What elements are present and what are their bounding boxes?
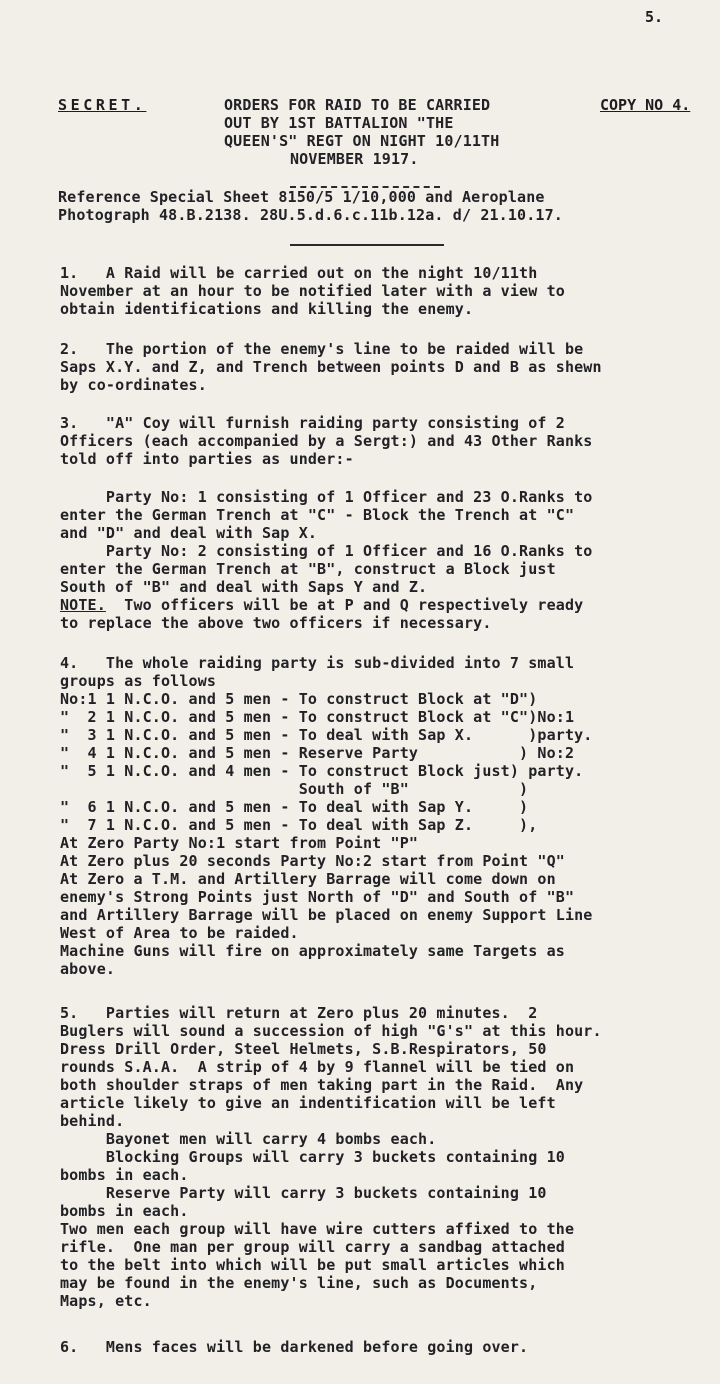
para5-line: bombs in each. [60, 1202, 189, 1220]
para1-line: November at an hour to be notified later with a view to [60, 282, 565, 300]
para5-line: to the belt into which will be put small articles which [60, 1256, 565, 1274]
para5-line: rifle. One man per group will carry a sandbag attached [60, 1238, 565, 1256]
para5-line: behind. [60, 1112, 125, 1130]
copy-number: COPY NO 4. [600, 96, 691, 114]
para3-line: 3. "A" Coy will furnish raiding party consisting of 2 [60, 414, 565, 432]
para1-line: 1. A Raid will be carried out on the night 10/11th [60, 264, 538, 282]
title-line: OUT BY 1ST BATTALION "THE [224, 114, 454, 132]
zero-line: West of Area to be raided. [60, 924, 299, 942]
zero-line: At Zero plus 20 seconds Party No:2 start from Point "Q" [60, 852, 565, 870]
party-line: Party No: 2 consisting of 1 Officer and 16 O.Ranks to [60, 542, 593, 560]
para2-line: Saps X.Y. and Z, and Trench between points D and B as shewn [60, 358, 602, 376]
group-line: South of "B" ) [60, 780, 529, 798]
zero-line: At Zero a T.M. and Artillery Barrage will come down on [60, 870, 556, 888]
title-line: QUEEN'S" REGT ON NIGHT 10/11TH [224, 132, 500, 150]
note-text: Two officers will be at P and Q respectively ready [105, 596, 584, 614]
divider-rule [290, 244, 444, 246]
para5-line: Reserve Party will carry 3 buckets containing 10 [60, 1184, 547, 1202]
para4-line: groups as follows [60, 672, 217, 690]
party-line: Party No: 1 consisting of 1 Officer and 23 O.Ranks to [60, 488, 593, 506]
para5-line: Maps, etc. [60, 1292, 152, 1310]
group-line: " 4 1 N.C.O. and 5 men - Reserve Party ) No:2 [60, 744, 575, 762]
group-line: " 2 1 N.C.O. and 5 men - To construct Block at "C")No:1 [60, 708, 575, 726]
group-line: " 3 1 N.C.O. and 5 men - To deal with Sap X. )party. [60, 726, 593, 744]
para3-line: told off into parties as under:- [60, 450, 354, 468]
group-line: " 5 1 N.C.O. and 4 men - To construct Block just) party. [60, 762, 584, 780]
group-line: " 6 1 N.C.O. and 5 men - To deal with Sap Y. ) [60, 798, 529, 816]
para2-line: 2. The portion of the enemy's line to be raided will be [60, 340, 584, 358]
para4-line: 4. The whole raiding party is sub-divided into 7 small [60, 654, 575, 672]
zero-line: above. [60, 960, 116, 978]
party-line: and "D" and deal with Sap X. [60, 524, 318, 542]
para5-line: both shoulder straps of men taking part in the Raid. Any [60, 1076, 584, 1094]
group-line: No:1 1 N.C.O. and 5 men - To construct Block at "D") [60, 690, 538, 708]
page-number: 5. [645, 8, 664, 26]
party-line: enter the German Trench at "B", construct a Block just [60, 560, 556, 578]
zero-line: At Zero Party No:1 start from Point "P" [60, 834, 419, 852]
note-line [60, 596, 583, 614]
title-line: NOVEMBER 1917. [290, 150, 419, 168]
para5-line: rounds S.A.A. A strip of 4 by 9 flannel will be tied on [60, 1058, 575, 1076]
reference-line: Photograph 48.B.2138. 28U.5.d.6.c.11b.12a. d/ 21.10.17. [58, 206, 563, 224]
title-line: ORDERS FOR RAID TO BE CARRIED [224, 96, 491, 114]
party-line: South of "B" and deal with Saps Y and Z. [60, 578, 428, 596]
para5-line: Blocking Groups will carry 3 buckets containing 10 [60, 1148, 565, 1166]
note-label: NOTE. [60, 596, 106, 614]
para5-line: bombs in each. [60, 1166, 189, 1184]
para6-line: 6. Mens faces will be darkened before going over. [60, 1338, 529, 1356]
para5-line: Bayonet men will carry 4 bombs each. [60, 1130, 437, 1148]
para3-line: Officers (each accompanied by a Sergt:) and 43 Other Ranks [60, 432, 593, 450]
para5-line: Buglers will sound a succession of high "G's" at this hour. [60, 1022, 602, 1040]
para5-line: 5. Parties will return at Zero plus 20 minutes. 2 [60, 1004, 538, 1022]
para5-line: Dress Drill Order, Steel Helmets, S.B.Respirators, 50 [60, 1040, 547, 1058]
zero-line: Machine Guns will fire on approximately same Targets as [60, 942, 565, 960]
para5-line: may be found in the enemy's line, such as Documents, [60, 1274, 538, 1292]
para2-line: by co-ordinates. [60, 376, 207, 394]
reference-line: Reference Special Sheet 8150/5 1/10,000 and Aeroplane [58, 188, 545, 206]
para1-line: obtain identifications and killing the enemy. [60, 300, 474, 318]
zero-line: enemy's Strong Points just North of "D" and South of "B" [60, 888, 575, 906]
group-line: " 7 1 N.C.O. and 5 men - To deal with Sap Z. ), [60, 816, 538, 834]
note-line: to replace the above two officers if necessary. [60, 614, 492, 632]
para5-line: Two men each group will have wire cutters affixed to the [60, 1220, 575, 1238]
secret-heading: SECRET. [58, 96, 147, 114]
para5-line: article likely to give an indentification will be left [60, 1094, 556, 1112]
party-line: enter the German Trench at "C" - Block the Trench at "C" [60, 506, 575, 524]
zero-line: and Artillery Barrage will be placed on enemy Support Line [60, 906, 593, 924]
